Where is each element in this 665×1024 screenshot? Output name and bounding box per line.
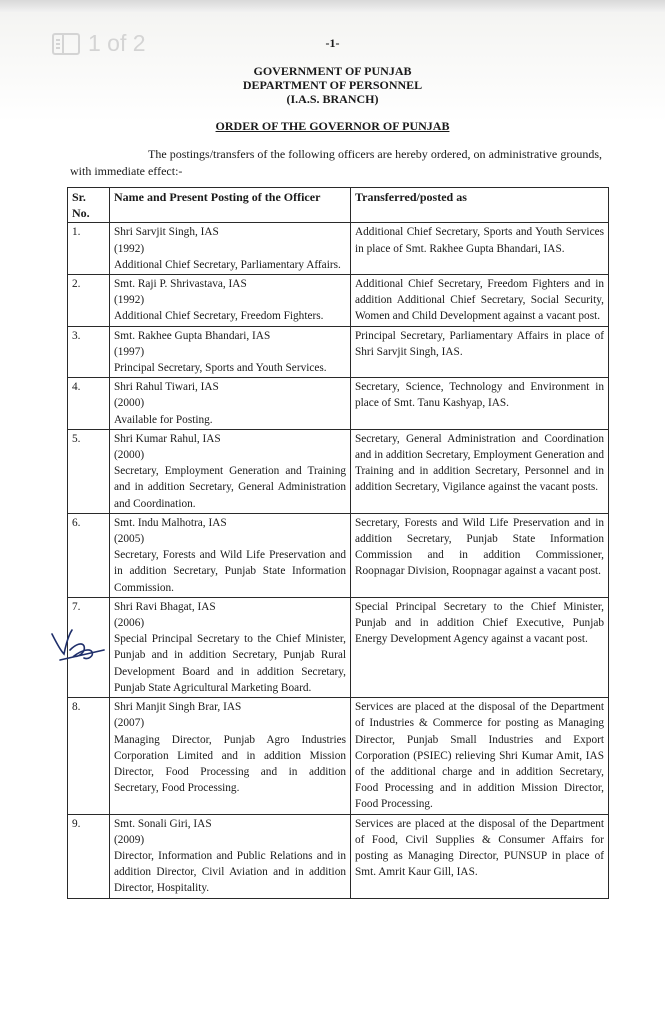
table-header-row <box>68 188 609 223</box>
officer-name: Smt. Sonali Giri, IAS <box>114 817 212 830</box>
officer-present-posting-cell <box>110 429 351 513</box>
officer-batch: (2009) <box>114 833 145 846</box>
transfer-table <box>67 187 609 899</box>
page-number: -1- <box>325 36 340 50</box>
row-serial-number: 9. <box>68 814 110 898</box>
officer-name: Shri Ravi Bhagat, IAS <box>114 600 216 613</box>
present-posting: Available for Posting. <box>114 413 213 426</box>
order-title: ORDER OF THE GOVERNOR OF PUNJAB <box>215 119 450 133</box>
officer-name: Smt. Indu Malhotra, IAS <box>114 516 227 529</box>
officer-batch: (1992) <box>114 294 145 307</box>
transferred-posted-cell: Principal Secretary, Parliamentary Affairs in place of Shri Sarvjit Singh, IAS. <box>351 326 609 378</box>
officer-name: Smt. Rakhee Gupta Bhandari, IAS <box>114 329 271 342</box>
present-posting: Additional Chief Secretary, Parliamentary Affairs. <box>114 258 341 271</box>
row-serial-number: 6. <box>68 513 110 597</box>
table-row <box>68 378 609 430</box>
table-row <box>68 814 609 898</box>
page-indicator-label: 1 of 2 <box>88 30 146 56</box>
header-transferred-posted: Transferred/posted as <box>351 188 609 223</box>
heading-department: DEPARTMENT OF PERSONNEL <box>242 78 423 92</box>
transferred-posted-cell: Secretary, Science, Technology and Environment in place of Smt. Tanu Kashyap, IAS. <box>351 378 609 430</box>
header-name-present-posting: Name and Present Posting of the Officer <box>110 188 351 223</box>
officer-batch: (2000) <box>114 397 145 410</box>
officer-name: Shri Sarvjit Singh, IAS <box>114 226 219 239</box>
viewer-top-edge <box>0 0 665 12</box>
row-serial-number: 1. <box>68 223 110 275</box>
officer-present-posting-cell <box>110 513 351 597</box>
officer-present-posting-cell <box>110 223 351 275</box>
handwritten-initials <box>48 620 110 668</box>
present-posting: Director, Information and Public Relations and in addition Director, Civil Aviation and in addition Director, Hospitality. <box>114 849 346 895</box>
officer-name: Shri Rahul Tiwari, IAS <box>114 381 219 394</box>
officer-batch: (1997) <box>114 345 145 358</box>
officer-present-posting-cell <box>110 326 351 378</box>
transferred-posted-cell: Additional Chief Secretary, Sports and Youth Services in place of Smt. Rakhee Gupta Bhandari, IAS. <box>351 223 609 275</box>
officer-present-posting-cell <box>110 814 351 898</box>
transferred-posted-cell: Secretary, General Administration and Coordination and in addition Secretary, Employment Generation and Training and in addition Secretary, Personnel and in addition Secretary, Vigilance against the vacant posts. <box>351 429 609 513</box>
table-row <box>68 326 609 378</box>
row-serial-number: 8. <box>68 698 110 814</box>
officer-present-posting-cell <box>110 698 351 814</box>
header-sr-no: Sr. No. <box>68 188 110 223</box>
present-posting: Secretary, Forests and Wild Life Preservation and in addition Secretary, Punjab State Information Commission. <box>114 549 346 594</box>
row-serial-number: 7. <box>68 597 110 697</box>
officer-batch: (2005) <box>114 533 145 546</box>
transferred-posted-cell: Secretary, Forests and Wild Life Preservation and in addition Secretary, Punjab State Information Commission and in addition Commissioner, Roopnagar Division, Roopnagar against a vacant post. <box>351 513 609 597</box>
officer-present-posting-cell <box>110 275 351 327</box>
officer-present-posting-cell <box>110 597 351 697</box>
transferred-posted-cell: Special Principal Secretary to the Chief Minister, Punjab and in addition Chief Executive, Punjab Energy Development Agency against a vacant post. <box>351 597 609 697</box>
present-posting: Managing Director, Punjab Agro Industries Corporation Limited and in addition Mission Director, Food Processing and in addition Secretary, Food Processing. <box>114 733 346 795</box>
transferred-posted-cell: Additional Chief Secretary, Freedom Fighters and in addition Additional Chief Secretary, Social Security, Women and Child Development against a vacant post. <box>351 275 609 327</box>
present-posting: Special Principal Secretary to the Chief Minister, Punjab and in addition Secretary, Punjab Rural Development Board and in addition Secretary, Punjab State Agricultural Marketing Board. <box>114 633 346 694</box>
transferred-posted-cell: Services are placed at the disposal of the Department of Industries & Commerce for posting as Managing Director, Punjab Small Industries and Export Corporation (PSIEC) relieving Shri Kumar Amit, IAS of the additional charge and in addition Secretary, Food Processing and in addition Mission Director, Food Processing. <box>351 698 609 814</box>
officer-batch: (2000) <box>114 449 145 462</box>
intro-paragraph: The postings/transfers of the following officers are hereby ordered, on administrative grounds, with immediate effect:- <box>70 147 602 178</box>
officer-name: Shri Manjit Singh Brar, IAS <box>114 701 242 714</box>
table-row <box>68 223 609 275</box>
officer-batch: (2006) <box>114 617 145 630</box>
table-row <box>68 429 609 513</box>
table-row <box>68 597 609 697</box>
row-serial-number: 5. <box>68 429 110 513</box>
table-row <box>68 275 609 327</box>
officer-present-posting-cell <box>110 378 351 430</box>
heading-branch: (I.A.S. BRANCH) <box>286 92 379 106</box>
present-posting: Secretary, Employment Generation and Training and in addition Secretary, General Administration and Coordination. <box>114 465 346 510</box>
officer-name: Smt. Raji P. Shrivastava, IAS <box>114 278 247 291</box>
row-serial-number: 3. <box>68 326 110 378</box>
table-row <box>68 513 609 597</box>
officer-name: Shri Kumar Rahul, IAS <box>114 432 221 445</box>
officer-batch: (2007) <box>114 717 145 730</box>
row-serial-number: 4. <box>68 378 110 430</box>
present-posting: Additional Chief Secretary, Freedom Fighters. <box>114 310 324 323</box>
table-row <box>68 698 609 814</box>
transferred-posted-cell: Services are placed at the disposal of the Department of Food, Civil Supplies & Consumer Affairs for posting as Managing Director, PUNSUP in place of Smt. Amrit Kaur Gill, IAS. <box>351 814 609 898</box>
row-serial-number: 2. <box>68 275 110 327</box>
heading-government: GOVERNMENT OF PUNJAB <box>253 64 412 78</box>
present-posting: Principal Secretary, Sports and Youth Services. <box>114 362 327 375</box>
officer-batch: (1992) <box>114 242 145 255</box>
